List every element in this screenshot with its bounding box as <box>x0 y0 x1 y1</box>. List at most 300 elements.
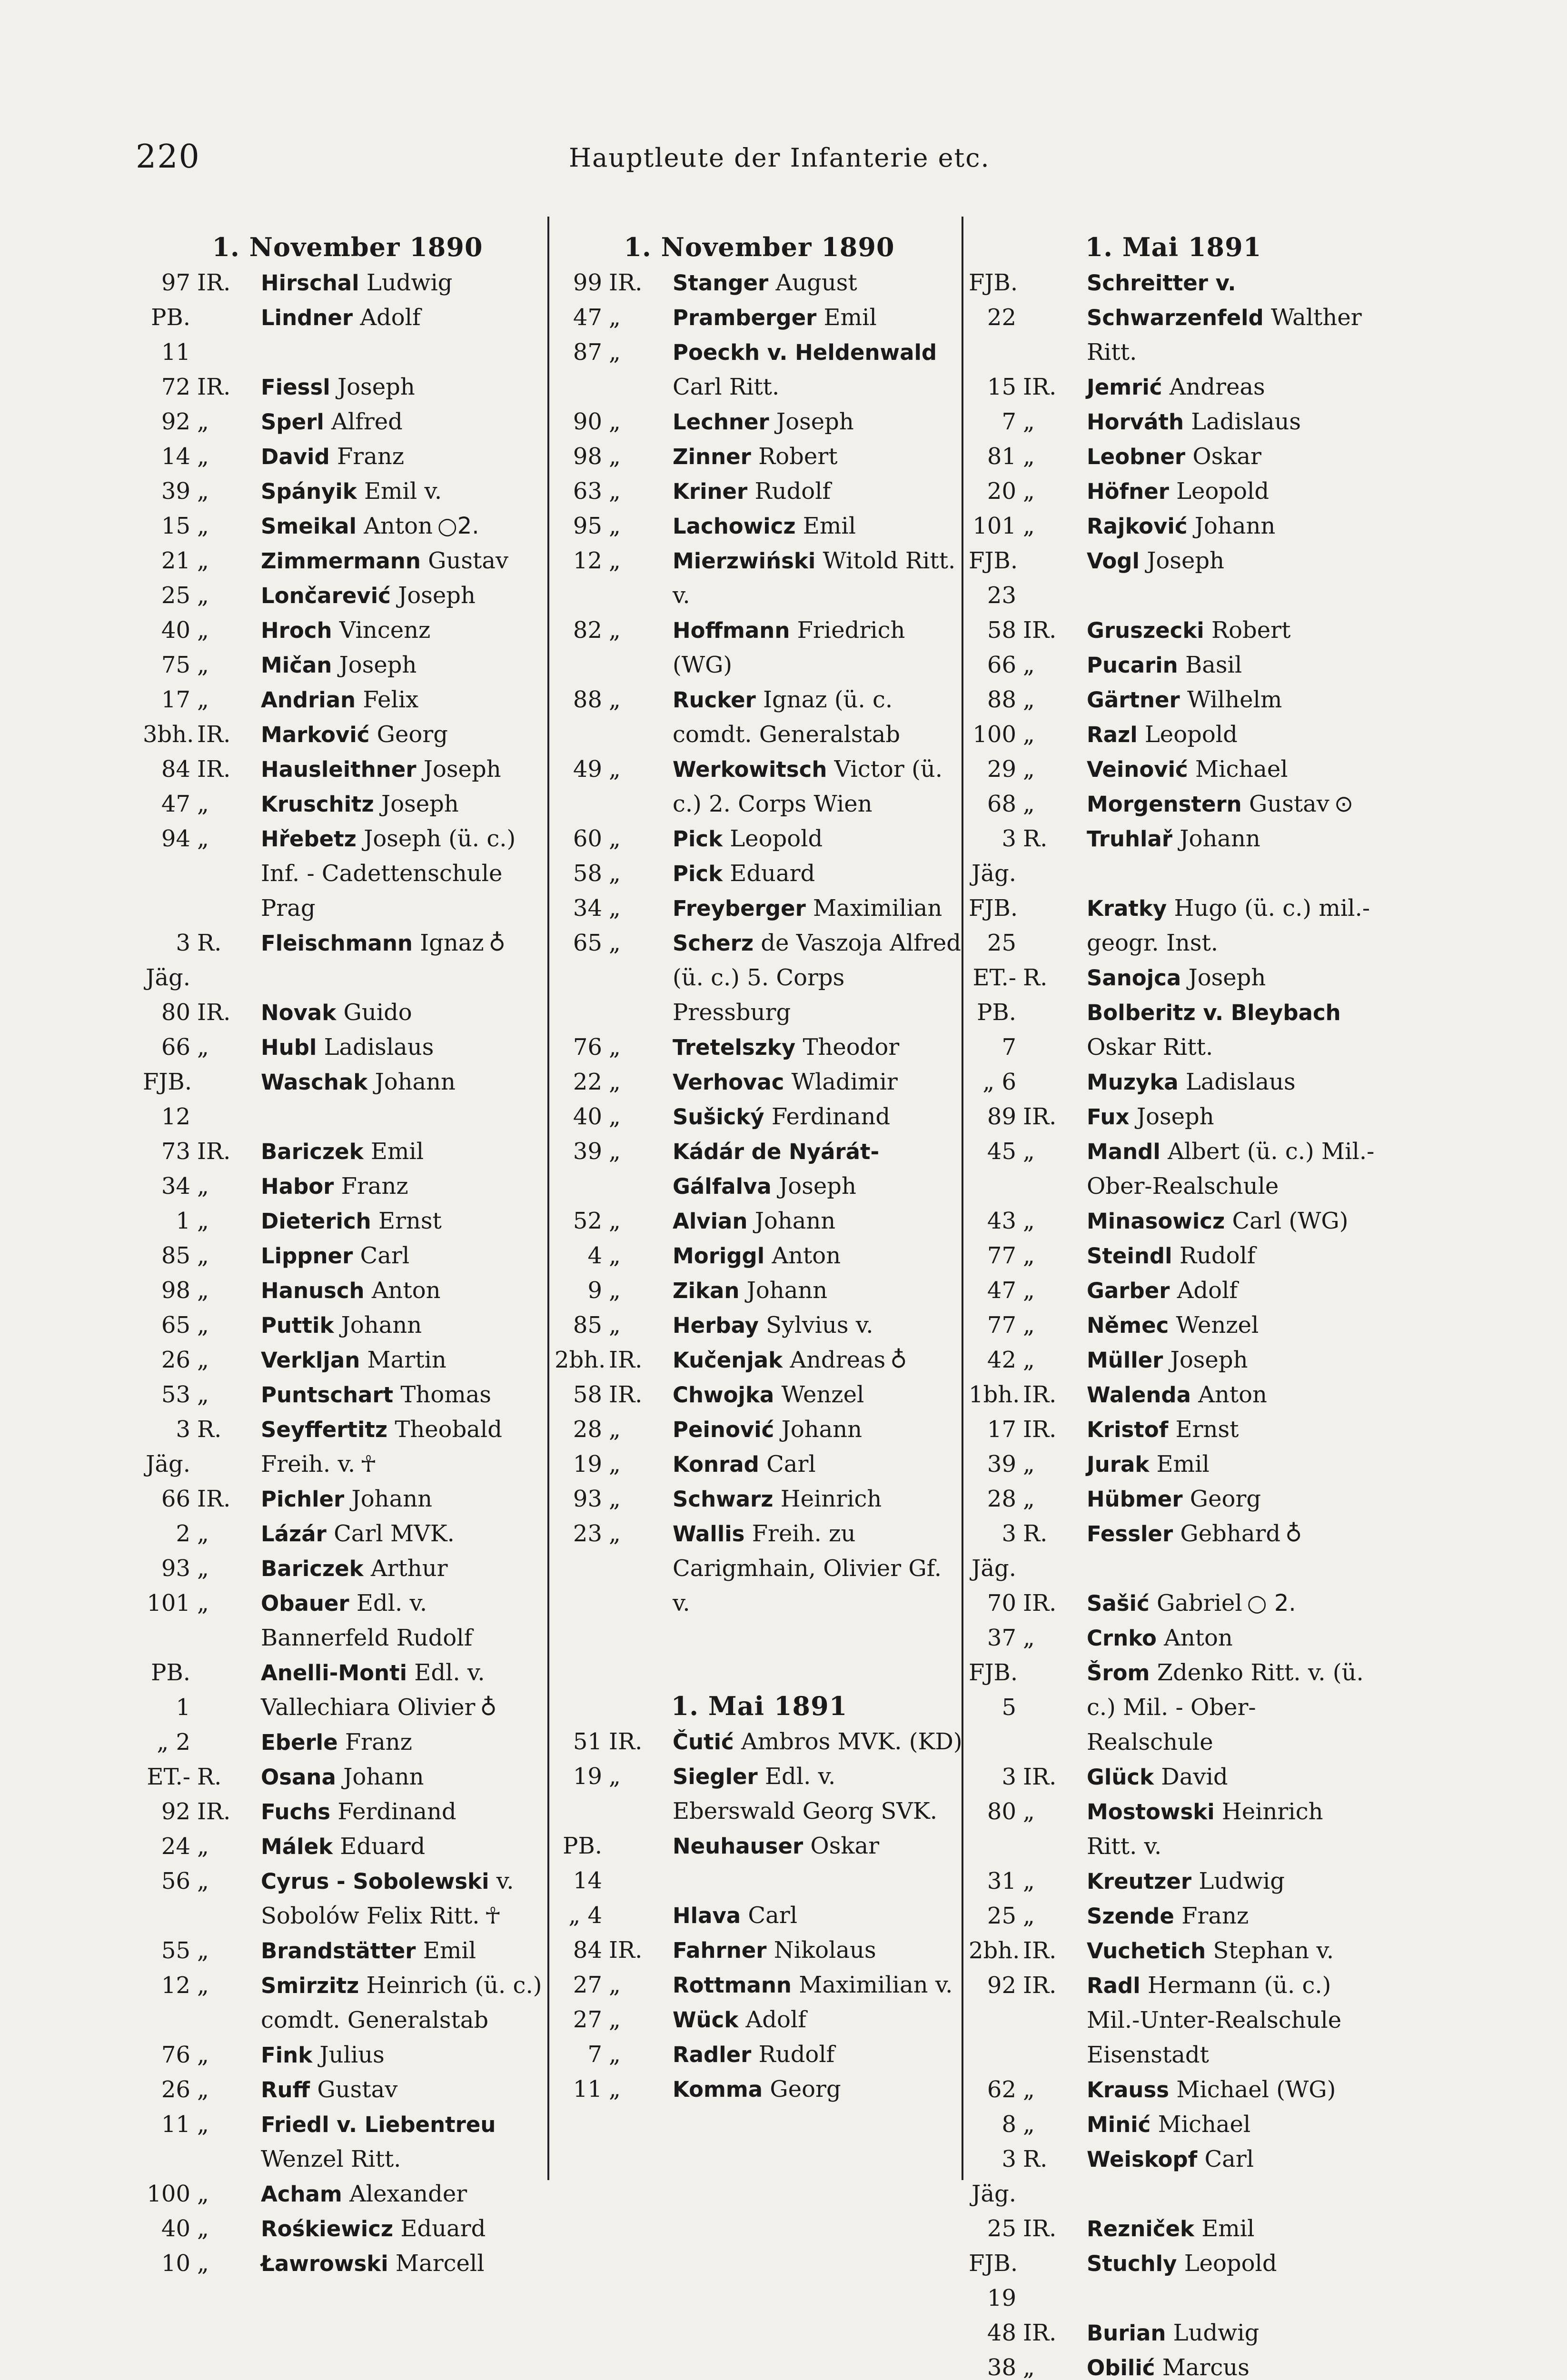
entry-given-name: Joseph <box>779 1173 856 1200</box>
entry-given-name: Johann <box>1194 513 1276 539</box>
roster-entry <box>969 1204 1378 1239</box>
entry-given-name: Oskar Ritt. <box>1087 1034 1213 1061</box>
roster-entry <box>555 1273 964 1308</box>
entry-given-name: Georg <box>377 721 448 748</box>
roster-entry <box>555 822 964 856</box>
decoration-symbol-icon: ☥ <box>484 1903 502 1929</box>
roster-entry <box>555 1343 964 1378</box>
entry-name <box>259 1551 552 1586</box>
roster-entry <box>555 613 964 683</box>
entry-unit-type: IR. <box>1023 2215 1057 2242</box>
entry-unit-number: 85 <box>573 1312 602 1339</box>
roster-entry <box>143 1656 552 1725</box>
entry-unit-type: „ <box>609 513 621 539</box>
entry-unit-number: „ 6 <box>982 1069 1016 1095</box>
entry-unit-type: „ <box>197 1208 209 1234</box>
roster-entry <box>143 995 552 1030</box>
entry-unit-type: IR. <box>197 756 231 783</box>
entry-unit-type: „ <box>609 1416 621 1443</box>
entry-unit-type: „ <box>197 1555 209 1582</box>
entry-surname: Fahrner <box>673 1938 767 1963</box>
entry-given-name: Freih. zu Carigmhain, Olivier Gf. v. <box>673 1520 942 1616</box>
entry-name <box>671 1482 964 1517</box>
entry-name <box>259 578 552 613</box>
entry-surname: Szende <box>1087 1904 1174 1929</box>
entry-unit-type: „ <box>197 1312 209 1339</box>
entry-unit-number: 19 <box>573 1763 602 1790</box>
entry-unit-type: „ <box>197 2181 209 2207</box>
entry-unit-number: 23 <box>573 1520 602 1547</box>
roster-entry <box>555 1517 964 1621</box>
entry-given-name: Johann <box>746 1277 828 1304</box>
entry-name <box>259 509 552 544</box>
entry-given-name: Leopold <box>1144 721 1238 748</box>
entry-unit-number: 94 <box>161 825 190 852</box>
entry-surname: Kruschitz <box>261 792 374 817</box>
roster-entry <box>143 474 552 509</box>
entry-name <box>671 335 964 405</box>
entry-given-name: Stephan v. <box>1213 1937 1334 1964</box>
entry-given-name: Franz <box>341 1173 408 1200</box>
entry-given-name: Anton <box>1198 1381 1267 1408</box>
entry-surname: Lippner <box>261 1243 353 1269</box>
entry-unit-number: FJB. 19 <box>969 2250 1018 2311</box>
entry-given-name: Carl Ritt. <box>673 374 780 400</box>
entry-surname: Walenda <box>1087 1382 1191 1408</box>
entry-given-name: August <box>775 269 857 296</box>
entry-surname: Hlava <box>673 1903 741 1928</box>
entry-unit-number: 40 <box>573 1103 602 1130</box>
entry-surname: Müller <box>1087 1348 1163 1373</box>
entry-given-name: Joseph <box>337 374 415 400</box>
entry-name <box>1085 1760 1378 1795</box>
entry-unit-number: 43 <box>987 1208 1016 1234</box>
entry-given-name: Joseph <box>1188 964 1266 991</box>
entry-surname: Gärtner <box>1087 687 1180 713</box>
entry-unit-number: 20 <box>987 478 1016 505</box>
entry-unit-type: „ <box>609 930 621 956</box>
roster-entry <box>969 266 1378 370</box>
entry-name <box>1085 544 1378 578</box>
entry-unit-number: 80 <box>987 1798 1016 1825</box>
entry-surname: Minić <box>1087 2112 1151 2137</box>
roster-entry <box>143 1551 552 1586</box>
entry-given-name: Johann <box>1180 825 1260 852</box>
entry-unit-type: „ <box>609 339 621 366</box>
entry-name <box>259 405 552 439</box>
entry-name <box>259 995 552 1030</box>
entry-surname: Fleischmann <box>261 931 413 956</box>
entry-unit-type: „ <box>1023 791 1035 817</box>
entry-unit-number: 87 <box>573 339 602 366</box>
roster-entry <box>969 405 1378 439</box>
entry-unit-number: 98 <box>573 443 602 470</box>
roster-entry <box>555 300 964 335</box>
entry-name <box>671 1134 964 1204</box>
entry-unit-type: „ <box>197 1833 209 1860</box>
roster-entry <box>143 370 552 405</box>
roster-entry <box>143 2073 552 2107</box>
entry-unit-number: 42 <box>987 1347 1016 1373</box>
entry-name <box>1085 1621 1378 1656</box>
entry-given-name: Ferdinand <box>771 1103 891 1130</box>
entry-unit-type: „ <box>609 895 621 922</box>
entry-given-name: Anton <box>371 1277 441 1304</box>
entry-unit-number: 24 <box>161 1833 190 1860</box>
entry-given-name: Leopold <box>1184 2250 1277 2277</box>
entry-given-name: Marcell <box>395 2250 485 2277</box>
entry-unit-number: PB. 14 <box>563 1833 602 1894</box>
roster-entry <box>143 1968 552 2038</box>
entry-unit-type: IR. <box>197 1486 231 1512</box>
entry-unit-number: 21 <box>161 547 190 574</box>
roster-entry <box>143 544 552 578</box>
entry-unit-number: 34 <box>573 895 602 922</box>
roster-entry <box>143 1412 552 1482</box>
entry-surname: Lončarević <box>261 583 391 608</box>
entry-given-name: Ernst <box>1175 1416 1239 1443</box>
entry-surname: Rottmann <box>673 1973 792 1998</box>
roster-entry <box>143 509 552 544</box>
entry-name <box>671 1273 964 1308</box>
entry-surname: Mandl <box>1087 1139 1160 1164</box>
entry-surname: Wallis <box>673 1521 745 1547</box>
entry-unit-number: 48 <box>987 2320 1016 2346</box>
entry-unit-number: 38 <box>987 2354 1016 2380</box>
entry-name <box>1085 1899 1378 1934</box>
entry-given-name: Ladislaus <box>1185 1069 1296 1095</box>
entry-unit-type: IR. <box>1023 1764 1057 1790</box>
entry-unit-type: IR. <box>197 269 231 296</box>
entry-given-name: Andreas <box>790 1347 886 1373</box>
roster-entry <box>143 1378 552 1412</box>
roster-entry <box>555 405 964 439</box>
entry-unit-type: „ <box>1023 652 1035 678</box>
entry-unit-type: „ <box>1023 1903 1035 1929</box>
entry-unit-type: IR. <box>1023 2320 1057 2346</box>
entry-unit-number: 12 <box>573 547 602 574</box>
entry-given-name: Carl <box>1204 2146 1254 2172</box>
entry-unit-type: IR. <box>1023 1972 1057 1999</box>
roster-entry <box>143 1239 552 1273</box>
column-1 <box>143 228 552 2281</box>
roster-entry <box>969 648 1378 683</box>
entry-name <box>259 648 552 683</box>
entry-unit-number: 3 Jäg. <box>146 1416 190 1478</box>
entry-unit-type: „ <box>609 2076 621 2102</box>
entry-surname: Hausleithner <box>261 757 417 782</box>
entry-unit-number: 28 <box>573 1416 602 1443</box>
entry-surname: Rezniček <box>1087 2216 1194 2241</box>
entry-given-name: Joseph <box>423 756 501 783</box>
entry-name <box>1085 509 1378 544</box>
roster-entry <box>969 995 1378 1065</box>
entry-surname: Schwarz <box>673 1487 774 1512</box>
entry-name <box>671 752 964 822</box>
entry-given-name: Alexander <box>349 2181 467 2207</box>
roster-entry <box>969 1968 1378 2073</box>
entry-unit-type: „ <box>609 1277 621 1304</box>
entry-surname: Razl <box>1087 722 1138 747</box>
roster-entry <box>969 1378 1378 1412</box>
roster-entry <box>555 1204 964 1239</box>
entry-surname: Veinović <box>1087 757 1188 782</box>
entry-name <box>671 1898 964 1933</box>
roster-entry <box>143 2211 552 2246</box>
roster-entry <box>555 1308 964 1343</box>
roster-entry <box>555 474 964 509</box>
entry-surname: Puttik <box>261 1313 334 1338</box>
roster-entry <box>555 926 964 1030</box>
decoration-symbol-icon: ♁ <box>480 1694 497 1721</box>
entry-unit-type: „ <box>1023 686 1035 713</box>
entry-given-name: Emil <box>823 304 877 331</box>
roster-entry <box>555 1482 964 1517</box>
roster-entry <box>143 266 552 300</box>
entry-name <box>259 2246 552 2281</box>
entry-unit-type: „ <box>609 2006 621 2033</box>
entry-unit-number: 75 <box>161 652 190 678</box>
entry-surname: Komma <box>673 2077 763 2102</box>
roster-entry <box>555 509 964 544</box>
entry-unit-number: 93 <box>161 1555 190 1582</box>
entry-unit-type: „ <box>609 408 621 435</box>
entry-surname: Waschak <box>261 1070 368 1095</box>
roster-entry <box>143 1934 552 1968</box>
entry-given-name: Eduard <box>400 2215 486 2242</box>
entry-unit-number: 31 <box>987 1868 1016 1894</box>
entry-given-name: Arthur <box>370 1555 448 1582</box>
entry-surname: Lechner <box>673 409 769 435</box>
entry-name <box>1085 1586 1378 1621</box>
entry-given-name: Adolf <box>745 2006 806 2033</box>
entry-surname: Dieterich <box>261 1209 371 1234</box>
entry-name <box>259 683 552 717</box>
entry-unit-number: 3 Jäg. <box>972 1520 1016 1582</box>
entry-given-name: Edl. v. Bannerfeld Rudolf <box>261 1590 473 1651</box>
entry-unit-number: 45 <box>987 1138 1016 1165</box>
roster-entry <box>143 300 552 370</box>
roster-entry <box>969 613 1378 648</box>
column-3 <box>969 228 1378 2380</box>
roster-entry <box>969 2073 1378 2107</box>
entry-name <box>1085 1308 1378 1343</box>
entry-unit-number: 12 <box>161 1972 190 1999</box>
entry-given-name: Ambros MVK. (KD) <box>741 1728 962 1755</box>
entry-unit-number: 7 <box>587 2041 602 2068</box>
entry-given-name: Gustav <box>1249 791 1329 817</box>
entry-unit-type: „ <box>609 1069 621 1095</box>
entry-unit-type: „ <box>1023 1486 1035 1512</box>
entry-surname: Kristof <box>1087 1417 1169 1442</box>
entry-name <box>259 1273 552 1308</box>
entry-surname: Mierzwiński <box>673 548 816 574</box>
entry-unit-type: „ <box>1023 513 1035 539</box>
entry-unit-number: 92 <box>987 1972 1016 1999</box>
entry-unit-number: 49 <box>573 756 602 783</box>
roster-entry <box>143 1065 552 1134</box>
entry-name <box>671 266 964 300</box>
roster-entry <box>969 683 1378 717</box>
entry-name <box>259 1065 552 1100</box>
entry-given-name: Emil v. <box>364 478 442 505</box>
entry-name <box>1085 2211 1378 2246</box>
entry-unit-number: 39 <box>573 1138 602 1165</box>
entry-surname: Stanger <box>673 270 769 296</box>
entry-given-name: Wilhelm <box>1187 686 1282 713</box>
entry-name <box>259 1343 552 1378</box>
roster-entry <box>555 1378 964 1412</box>
entry-given-name: Ernst <box>378 1208 442 1234</box>
roster-entry <box>555 1933 964 1968</box>
entry-surname: Kádár de Nyárát-Gálfalva <box>673 1139 880 1199</box>
entry-given-name: Ludwig <box>366 269 453 296</box>
decoration-symbol-icon: ⊙ <box>1334 791 1354 817</box>
entry-surname: Acham <box>261 2182 342 2207</box>
entry-surname: Anelli-Monti <box>261 1660 407 1686</box>
entry-unit-number: 11 <box>161 2111 190 2138</box>
entry-unit-number: 2bh. <box>969 1937 1020 1964</box>
roster-entry <box>143 613 552 648</box>
entry-name <box>671 300 964 335</box>
entry-surname: Mičan <box>261 653 332 678</box>
roster-entry <box>969 2142 1378 2211</box>
entry-unit-number: 66 <box>987 652 1016 678</box>
entry-unit-number: 7 <box>1002 408 1016 435</box>
roster-entry <box>143 1343 552 1378</box>
roster-entry <box>969 1134 1378 1204</box>
roster-entry <box>969 891 1378 961</box>
entry-name <box>1085 370 1378 405</box>
entry-surname: Marković <box>261 722 370 747</box>
column-2 <box>555 228 964 2107</box>
entry-name <box>671 891 964 926</box>
entry-unit-number: 92 <box>161 1798 190 1825</box>
entry-given-name: Leopold <box>1176 478 1269 505</box>
entry-name <box>259 1795 552 1829</box>
entry-given-name: Victor (ü. c.) 2. Corps Wien <box>673 756 942 817</box>
entry-unit-number: 77 <box>987 1312 1016 1339</box>
entry-given-name: Heinrich <box>780 1486 882 1512</box>
entry-unit-number: FJB. 12 <box>143 1069 192 1130</box>
entry-unit-number: 84 <box>161 756 190 783</box>
roster-entry <box>969 1621 1378 1656</box>
entry-surname: Zinner <box>673 444 751 469</box>
decoration-symbol-icon: ○2. <box>437 513 479 539</box>
entry-surname: Novak <box>261 1000 337 1025</box>
entry-given-name: Ladislaus <box>1191 408 1301 435</box>
entry-surname: Rucker <box>673 687 756 713</box>
entry-unit-number: 29 <box>987 756 1016 783</box>
entry-given-name: Adolf <box>360 304 421 331</box>
entry-surname: Chwojka <box>673 1382 774 1408</box>
entry-unit-type: IR. <box>197 374 231 400</box>
roster-entry <box>555 1898 964 1933</box>
entry-surname: Höfner <box>1087 479 1169 504</box>
entry-surname: Radl <box>1087 1973 1141 1998</box>
entry-given-name: Robert <box>758 443 838 470</box>
entry-surname: Herbay <box>673 1313 759 1338</box>
entry-surname: Vogl <box>1087 548 1140 574</box>
entry-name <box>259 300 552 335</box>
entry-unit-type: „ <box>1023 1277 1035 1304</box>
roster-entry <box>143 1829 552 1864</box>
entry-unit-type: „ <box>197 2215 209 2242</box>
entry-given-name: Joseph <box>381 791 459 817</box>
entry-given-name: Gebhard <box>1180 1520 1281 1547</box>
roster-entry <box>969 1239 1378 1273</box>
entry-unit-number: 97 <box>161 269 190 296</box>
entry-name <box>259 1030 552 1065</box>
roster-entry <box>143 1482 552 1517</box>
entry-surname: Leobner <box>1087 444 1186 469</box>
entry-unit-type: „ <box>609 860 621 887</box>
entry-name <box>671 1412 964 1447</box>
entry-unit-type: „ <box>609 1486 621 1512</box>
entry-given-name: Ignaz (ü. c. comdt. Generalstab <box>673 686 901 748</box>
roster-entry <box>555 683 964 752</box>
entry-name <box>259 1204 552 1239</box>
entry-unit-type: „ <box>197 1034 209 1061</box>
entry-name <box>259 1934 552 1968</box>
entry-unit-type: IR. <box>1023 617 1057 644</box>
entry-name <box>671 2072 964 2107</box>
entry-surname: Weiskopf <box>1087 2147 1198 2172</box>
entry-surname: Fessler <box>1087 1521 1173 1547</box>
entry-surname: Šrom <box>1087 1660 1150 1686</box>
entry-given-name: Heinrich Ritt. v. <box>1087 1798 1323 1860</box>
entry-surname: Lachowicz <box>673 514 796 539</box>
roster-entry <box>555 1030 964 1065</box>
entry-name <box>671 926 964 1030</box>
entry-unit-number: 65 <box>161 1312 190 1339</box>
section-heading: 1. Mai 1891 <box>1085 232 1262 262</box>
entry-name <box>1085 1934 1378 1968</box>
entry-name <box>1085 2142 1378 2177</box>
entry-unit-number: 3bh. <box>143 721 194 748</box>
entry-surname: Radler <box>673 2042 752 2067</box>
roster-entry <box>969 717 1378 752</box>
roster-entry <box>969 509 1378 544</box>
roster-entry <box>143 2038 552 2073</box>
entry-surname: Freyberger <box>673 896 806 921</box>
entry-name <box>259 370 552 405</box>
roster-entry <box>969 1065 1378 1100</box>
entry-unit-number: ET.- <box>147 1764 190 1790</box>
running-head: Hauptleute der Infanterie etc. <box>569 143 990 173</box>
entry-name <box>1085 1482 1378 1517</box>
entry-unit-type: „ <box>197 2042 209 2068</box>
entry-surname: Peinović <box>673 1417 774 1442</box>
entry-given-name: Leopold <box>730 825 823 852</box>
entry-unit-type: IR. <box>1023 1103 1057 1130</box>
entry-surname: Mostowski <box>1087 1799 1215 1825</box>
entry-name <box>259 787 552 822</box>
roster-entry <box>555 1100 964 1134</box>
entry-unit-type: IR. <box>609 1937 643 1964</box>
entry-unit-type: IR. <box>1023 1416 1057 1443</box>
entry-given-name: Maximilian v. <box>799 1972 953 1998</box>
entry-given-name: Oskar <box>1192 443 1261 470</box>
entry-unit-type: R. <box>197 1764 222 1790</box>
entry-unit-type: „ <box>1023 443 1035 470</box>
entry-surname: Horváth <box>1087 409 1184 435</box>
entry-unit-type: R. <box>1023 964 1048 991</box>
roster-entry <box>969 2350 1378 2380</box>
entry-unit-number: 34 <box>161 1173 190 1200</box>
entry-surname: Seyffertitz <box>261 1417 388 1442</box>
entry-surname: Rośkiewicz <box>261 2216 394 2241</box>
